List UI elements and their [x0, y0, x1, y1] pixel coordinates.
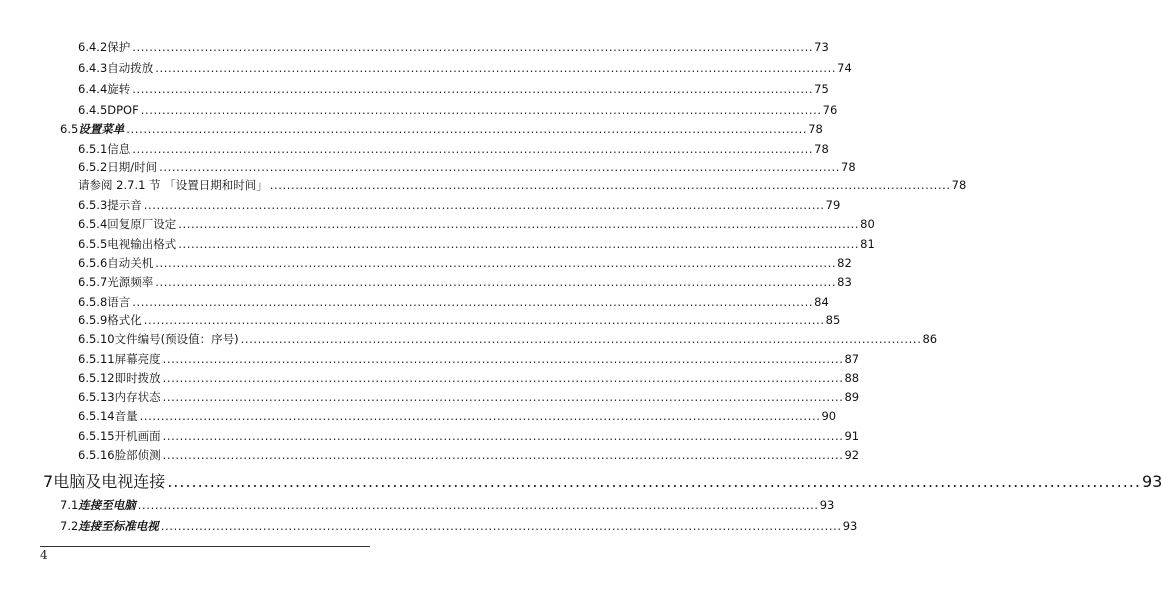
- toc-section-title: 提示音: [107, 198, 142, 212]
- toc-entry[interactable]: [78, 61, 852, 75]
- toc-dot-leader: ................................................................................................................................................................: [143, 198, 825, 212]
- toc-dot-leader: ................................................................................................................................................................: [155, 275, 837, 289]
- toc-dot-leader: ................................................................................................................................................................: [143, 313, 825, 327]
- toc-section-title: 日期/时间: [107, 160, 158, 174]
- toc-dot-leader: ................................................................................................................................................................: [162, 371, 844, 385]
- toc-entry[interactable]: [60, 519, 858, 533]
- toc-dot-leader: ................................................................................................................................................................: [137, 498, 819, 512]
- toc-section-number: 6.4.3: [78, 61, 108, 75]
- toc-section-title: 光源频率: [107, 275, 154, 289]
- toc-section-title: 电脑及电视连接: [53, 472, 166, 491]
- toc-page-number: 89: [844, 390, 860, 404]
- toc-entry[interactable]: [43, 472, 1162, 492]
- toc-entry[interactable]: [78, 295, 829, 309]
- toc-page-number: 93: [842, 519, 858, 533]
- toc-dot-leader: ................................................................................................................................................................: [155, 61, 837, 75]
- toc-section-title: 语言: [107, 295, 131, 309]
- toc-dot-leader: ................................................................................................................................................................: [240, 332, 922, 346]
- toc-entry[interactable]: [78, 275, 852, 289]
- toc-section-title: 内存状态: [114, 390, 161, 404]
- toc-page-number: 74: [837, 61, 852, 75]
- toc-section-title: 格式化: [107, 313, 142, 327]
- toc-page-number: 76: [822, 103, 838, 117]
- toc-entry[interactable]: [78, 40, 829, 54]
- toc-entry[interactable]: [78, 429, 860, 443]
- toc-entry[interactable]: [78, 332, 938, 346]
- toc-section-title: 即时拨放: [114, 371, 161, 385]
- toc-section-title: 旋转: [107, 82, 131, 96]
- toc-dot-leader: ................................................................................................................................................................: [132, 142, 814, 156]
- toc-section-title: 屏幕亮度: [114, 352, 161, 366]
- toc-section-title: 请参阅 2.7.1 节 「设置日期和时间」: [78, 178, 268, 192]
- toc-entry[interactable]: [78, 313, 841, 327]
- toc-page-number: 83: [837, 275, 852, 289]
- toc-page-number: 78: [814, 142, 829, 156]
- toc-page-number: 78: [841, 160, 856, 174]
- toc-entry[interactable]: [78, 142, 829, 156]
- toc-page-number: 82: [837, 256, 852, 270]
- toc-section-title: 连接至电脑: [78, 498, 136, 512]
- toc-dot-leader: ................................................................................................................................................................: [269, 178, 951, 192]
- toc-section-number: 6.4.4: [78, 82, 108, 96]
- toc-section-number: 6.5.7: [78, 275, 108, 289]
- toc-dot-leader: ................................................................................................................................................................: [132, 40, 814, 54]
- toc-dot-leader: ................................................................................................................................................................: [162, 390, 844, 404]
- toc-section-title: 回复原厂设定: [107, 217, 177, 231]
- toc-section-number: 6.5.15: [78, 429, 115, 443]
- toc-page-number: 80: [860, 217, 875, 231]
- toc-section-title: 信息: [107, 142, 131, 156]
- toc-page-number: 78: [951, 178, 967, 192]
- toc-section-number: 6.5.10: [78, 332, 115, 346]
- toc-section-number: 6.5.16: [78, 448, 115, 462]
- toc-page-number: 81: [860, 237, 875, 251]
- footer-rule: [40, 546, 370, 547]
- toc-dot-leader: ................................................................................................................................................................: [178, 217, 860, 231]
- toc-section-number: 7.2: [60, 519, 79, 533]
- toc-entry[interactable]: [78, 371, 860, 385]
- toc-entry[interactable]: [78, 390, 860, 404]
- toc-page-number: 73: [814, 40, 829, 54]
- toc-page-number: 79: [825, 198, 841, 212]
- toc-section-number: 6.5.12: [78, 371, 115, 385]
- toc-section-title: 设置菜单: [78, 122, 125, 136]
- toc-page-number: 87: [844, 352, 860, 366]
- toc-section-title: 电视输出格式: [107, 237, 177, 251]
- toc-page-number: 86: [922, 332, 938, 346]
- toc-page-number: 91: [844, 429, 860, 443]
- toc-section-number: 6.5.8: [78, 295, 108, 309]
- toc-entry[interactable]: [78, 256, 852, 270]
- toc-section-title: 脸部侦测: [114, 448, 161, 462]
- toc-section-title: DPOF: [107, 103, 139, 117]
- toc-section-number: 6.4.2: [78, 40, 108, 54]
- toc-dot-leader: ................................................................................................................................................................: [159, 160, 841, 174]
- toc-page-number: 90: [821, 409, 837, 423]
- toc-section-number: 6.5.3: [78, 198, 108, 212]
- toc-section-title: 文件编号(预设值：序号): [114, 332, 239, 346]
- toc-section-number: 6.5: [60, 122, 79, 136]
- toc-entry[interactable]: [60, 122, 823, 136]
- toc-entry[interactable]: [78, 217, 875, 231]
- toc-dot-leader: ................................................................................................................................................................: [132, 295, 814, 309]
- toc-dot-leader: ................................................................................................................................................................: [140, 103, 822, 117]
- toc-section-number: 6.5.4: [78, 217, 108, 231]
- toc-section-number: 6.5.14: [78, 409, 115, 423]
- toc-entry[interactable]: [78, 82, 829, 96]
- toc-page-number: 93: [1141, 472, 1162, 491]
- toc-section-number: 7.1: [60, 498, 79, 512]
- page-number: 4: [40, 548, 48, 562]
- toc-page-number: 85: [825, 313, 841, 327]
- toc-dot-leader: ................................................................................................................................................................: [160, 519, 842, 533]
- toc-section-title: 开机画面: [114, 429, 161, 443]
- toc-section-number: 6.5.2: [78, 160, 108, 174]
- toc-entry[interactable]: [78, 160, 856, 174]
- toc-section-number: 6.4.5: [78, 103, 108, 117]
- toc-entry[interactable]: [60, 498, 835, 512]
- toc-note-row[interactable]: [78, 178, 967, 192]
- toc-section-number: 6.5.1: [78, 142, 108, 156]
- toc-page-number: 88: [844, 371, 860, 385]
- toc-section-number: 6.5.6: [78, 256, 108, 270]
- toc-section-title: 音量: [114, 409, 138, 423]
- toc-section-number: 6.5.9: [78, 313, 108, 327]
- toc-section-number: 6.5.5: [78, 237, 108, 251]
- toc-entry[interactable]: [78, 198, 841, 212]
- toc-page-number: 92: [844, 448, 860, 462]
- toc-section-title: 连接至标准电视: [78, 519, 159, 533]
- toc-entry[interactable]: [78, 448, 860, 462]
- toc-dot-leader: ................................................................................................................................................................: [126, 122, 808, 136]
- toc-section-title: 自动关机: [107, 256, 154, 270]
- toc-page-number: 84: [814, 295, 829, 309]
- toc-dot-leader: ................................................................................................................................................................: [162, 352, 844, 366]
- toc-page-number: 93: [819, 498, 835, 512]
- toc-entry[interactable]: [78, 103, 838, 117]
- toc-dot-leader: ................................................................................................................................................................: [155, 256, 837, 270]
- toc-dot-leader: ................................................................................................................................................................: [162, 448, 844, 462]
- toc-entry[interactable]: [78, 352, 860, 366]
- toc-section-number: 7: [43, 472, 54, 491]
- toc-entry[interactable]: [78, 409, 837, 423]
- toc-dot-leader: ................................................................................................................................................................: [139, 409, 821, 423]
- toc-dot-leader: ................................................................................................................................................................: [167, 472, 1141, 491]
- toc-dot-leader: ................................................................................................................................................................: [178, 237, 860, 251]
- toc-section-number: 6.5.11: [78, 352, 115, 366]
- toc-section-title: 保护: [107, 40, 131, 54]
- toc-entry[interactable]: [78, 237, 875, 251]
- toc-section-title: 自动拨放: [107, 61, 154, 75]
- toc-dot-leader: ................................................................................................................................................................: [132, 82, 814, 96]
- toc-page-number: 75: [814, 82, 829, 96]
- toc-section-number: 6.5.13: [78, 390, 115, 404]
- toc-page-number: 78: [808, 122, 823, 136]
- toc-dot-leader: ................................................................................................................................................................: [162, 429, 844, 443]
